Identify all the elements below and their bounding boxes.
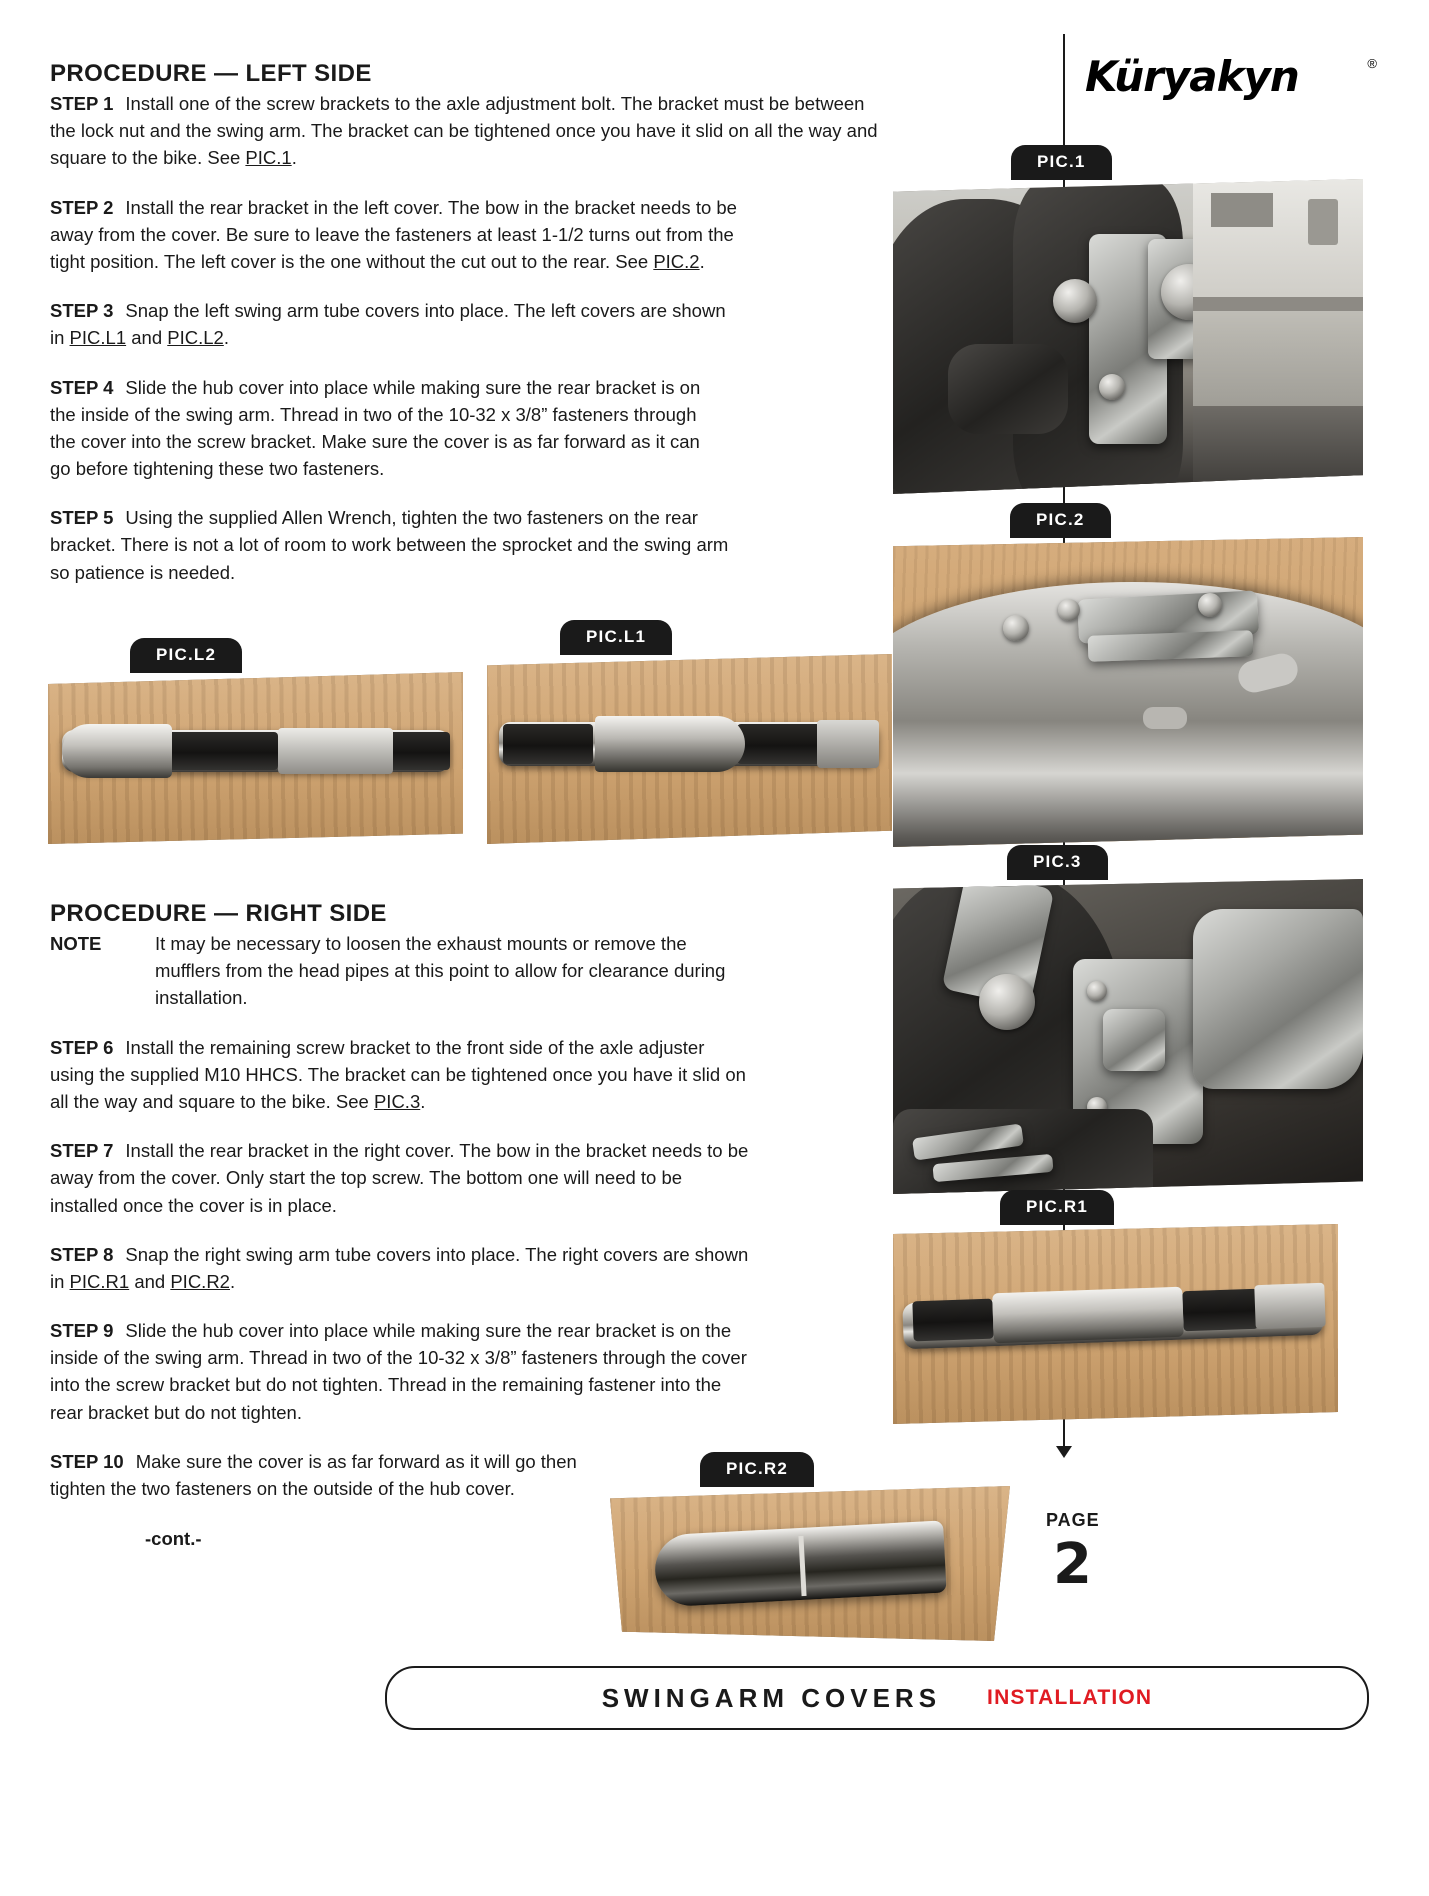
step-8-tail: .	[229, 1270, 236, 1292]
step-2	[50, 194, 750, 276]
photo-tab-pic2: PIC.2	[1010, 503, 1111, 538]
step-9	[50, 1317, 755, 1426]
step-2-text: Install the rear bracket in the left cover. The bow in the bracket needs to be away from the cover. Be sure to leave the fasteners at least 1-1/2 turns out from the tight position. The left cover is the one without the cut out to the rear. See	[50, 196, 737, 272]
continued-label: -cont.-	[145, 1528, 202, 1550]
step-3-ref: PIC.L1	[69, 327, 127, 349]
photo-pic1	[893, 179, 1363, 494]
step-2-tail: .	[699, 250, 705, 272]
photo-pic2	[893, 537, 1363, 847]
photo-tab-picR1: PIC.R1	[1000, 1190, 1114, 1225]
step-3-text: Snap the left swing arm tube covers into place. The left covers are shown in	[50, 300, 726, 349]
step-3-ref2: PIC.L2	[167, 327, 224, 349]
step-3-tail: .	[223, 327, 229, 349]
step-1	[50, 90, 890, 172]
photo-picL2	[48, 672, 463, 844]
photo-tab-pic3: PIC.3	[1007, 845, 1108, 880]
step-6-text: Install the remaining screw bracket to the front side of the axle adjuster using the supplied M10 HHCS. The bracket can be tightened once you have it slid on all the way and square to the bike. See	[50, 1036, 746, 1112]
step-5	[50, 504, 740, 586]
footer-banner	[385, 1666, 1369, 1730]
step-7-text: Install the rear bracket in the right cover. The bow in the bracket needs to be away from the cover. Only start the top screw. The bottom one will need to be installed once the cover is in place.	[50, 1140, 749, 1216]
step-4-text: Slide the hub cover into place while making sure the rear bracket is on the inside of the swing arm. Thread in two of the 10-32 x 3/8” fasteners through the cover into the screw bracket. Make sure the cover is as far forward as it can go before tightening these two fasteners.	[50, 376, 701, 480]
step-1-label: STEP 1	[50, 93, 114, 114]
step-1-text: Install one of the screw brackets to the axle adjustment bolt. The bracket must be between the lock nut and the swing arm. The bracket can be tightened once you have it slid on all the way and square to the bike. See	[50, 93, 878, 169]
footer-subtitle: INSTALLATION	[987, 1686, 1153, 1709]
step-6-ref: PIC.3	[373, 1090, 421, 1112]
photo-picL1	[487, 654, 892, 844]
step-1-tail: .	[291, 147, 297, 169]
photo-picR2	[610, 1486, 1010, 1641]
step-3-label: STEP 3	[50, 300, 114, 322]
step-10-label: STEP 10	[50, 1450, 124, 1472]
page-label: PAGE	[1046, 1510, 1100, 1530]
step-3-mid: and	[126, 327, 168, 349]
step-5-label: STEP 5	[50, 507, 114, 529]
heading-left-procedure: PROCEDURE — LEFT SIDE	[50, 60, 372, 87]
step-8-ref: PIC.R1	[69, 1270, 130, 1292]
step-10-text: Make sure the cover is as far forward as it will go then tighten the two fasteners on the outside of the hub cover.	[50, 1450, 577, 1499]
step-4	[50, 374, 720, 483]
note-label: NOTE	[50, 933, 102, 954]
step-8	[50, 1241, 760, 1295]
step-6-label: STEP 6	[50, 1036, 114, 1058]
heading-right-procedure: PROCEDURE — RIGHT SIDE	[50, 900, 387, 927]
photo-tab-picR2: PIC.R2	[700, 1452, 814, 1487]
step-8-label: STEP 8	[50, 1243, 114, 1265]
step-9-label: STEP 9	[50, 1320, 114, 1342]
step-8-mid: and	[129, 1270, 171, 1292]
step-7-label: STEP 7	[50, 1140, 114, 1162]
page-number: 2	[1053, 1532, 1092, 1597]
step-2-label: STEP 2	[50, 196, 114, 218]
note-row	[50, 930, 740, 1012]
step-3	[50, 297, 740, 351]
brand-logo	[1085, 52, 1375, 112]
step-5-text: Using the supplied Allen Wrench, tighten the two fasteners on the rear bracket. There is not a lot of room to work between the sprocket and the swing arm so patience is needed.	[50, 507, 729, 583]
photo-tab-picL2: PIC.L2	[130, 638, 242, 673]
photo-picR1	[893, 1224, 1338, 1424]
step-1-ref: PIC.1	[245, 147, 292, 169]
step-6	[50, 1034, 750, 1116]
step-9-text: Slide the hub cover into place while making sure the rear bracket is on the inside of the swing arm. Thread in two of the 10-32 x 3/8” fasteners through the cover into the screw bracket but do not tighten. Thread in the remaining fastener into the rear bracket but do not tighten.	[50, 1320, 747, 1423]
photo-pic3	[893, 879, 1363, 1194]
brand-name: Küryakyn	[1085, 52, 1299, 101]
photo-tab-picL1: PIC.L1	[560, 620, 672, 655]
step-8-text: Snap the right swing arm tube covers into place. The right covers are shown in	[50, 1243, 749, 1292]
step-7	[50, 1137, 750, 1219]
step-8-ref2: PIC.R2	[170, 1270, 230, 1292]
photo-tab-pic1: PIC.1	[1011, 145, 1112, 180]
step-2-ref: PIC.2	[653, 250, 700, 272]
step-6-tail: .	[420, 1090, 426, 1112]
footer-title: SWINGARM COVERS	[601, 1682, 942, 1713]
step-10	[50, 1448, 600, 1502]
note-text: It may be necessary to loosen the exhaust mounts or remove the mufflers from the head pipes at this point to allow for clearance during installation.	[155, 933, 726, 1009]
step-4-label: STEP 4	[50, 376, 114, 398]
registered-trademark-icon: ®	[1367, 56, 1377, 71]
